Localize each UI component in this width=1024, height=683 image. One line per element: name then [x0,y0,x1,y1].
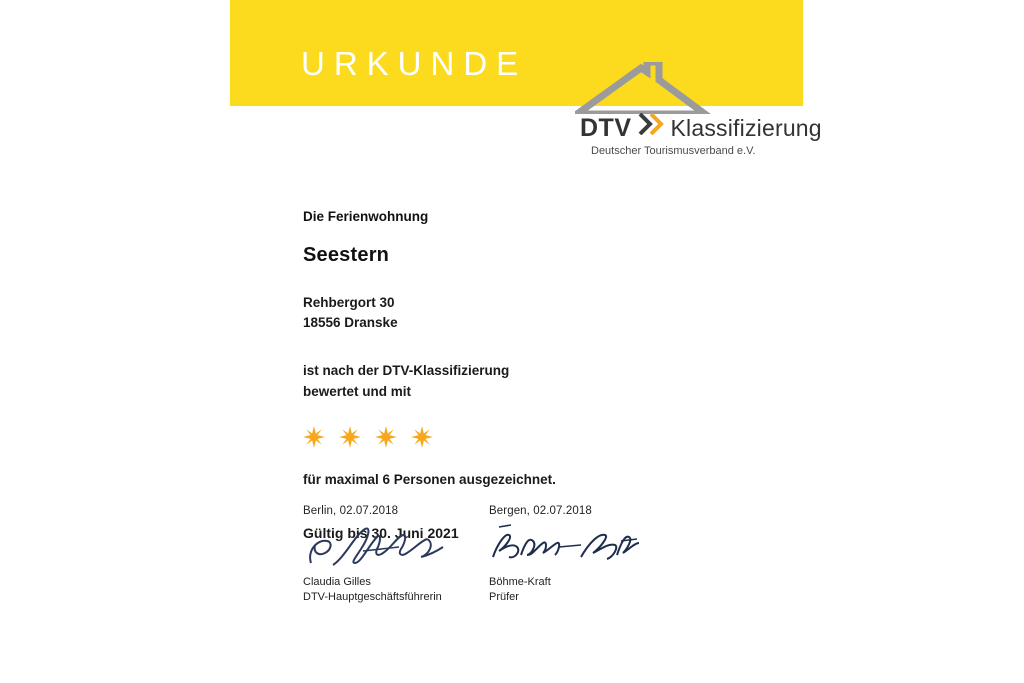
star-icon [411,426,433,448]
star-icon [303,426,325,448]
statement-block [303,361,823,402]
signature-name: Claudia Gilles [303,576,371,588]
persons-line: für maximal 6 Personen ausgezeichnet. [303,471,556,487]
certificate-body [303,208,823,541]
dtv-logo [575,62,822,162]
intro-label: Die Ferienwohnung [303,209,429,224]
dtv-logo-word: Klassifizierung [670,115,822,141]
address-block [303,293,823,332]
address-city: 18556 Dranske [303,314,398,330]
object-name: Seestern [303,244,390,267]
statement-line-2: bewertet und mit [303,383,412,399]
statement-line-1: ist nach der DTV-Klassifizierung [303,363,510,379]
dtv-logo-row [580,114,822,143]
certificate-title: URKUNDE [301,45,528,82]
star-rating [303,426,823,448]
signature-area [303,505,783,625]
double-chevron-icon [638,113,664,140]
signature-block-left [303,505,473,605]
dtv-logo-subtitle: Deutscher Tourismusverband e.V. [591,145,756,157]
address-street: Rehbergort 30 [303,295,395,311]
validity-line: Gültig bis 30. Juni 2021 [303,524,459,541]
signature-block-right [489,505,659,605]
house-roof-icon [575,62,785,114]
dtv-wordmark: DTV [580,114,632,142]
signature-role: DTV-Hauptgeschäftsführerin [303,590,442,603]
star-icon [375,426,397,448]
signature-place-date: Berlin, 02.07.2018 [303,505,399,517]
signature-place-date: Bergen, 02.07.2018 [489,505,592,517]
handwritten-signature-icon [489,517,659,575]
signature-name: Böhme-Kraft [489,576,551,588]
signature-role: Prüfer [489,590,519,603]
handwritten-signature-icon [303,517,473,575]
star-icon [339,426,361,448]
